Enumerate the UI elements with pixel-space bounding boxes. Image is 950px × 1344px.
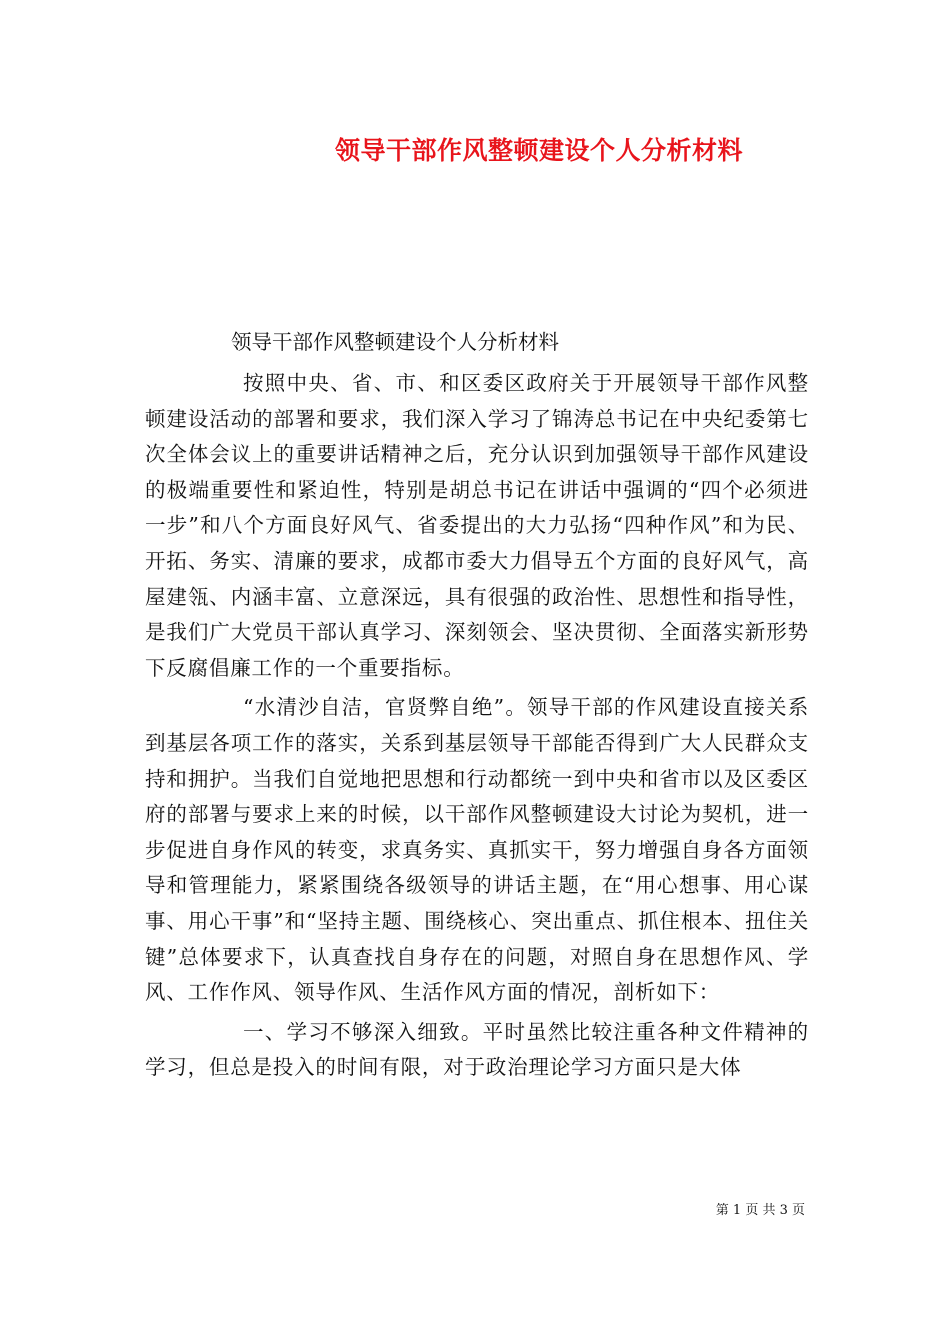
paragraph-1: 按照中央、省、市、和区委区政府关于开展领导干部作风整顿建设活动的部署和要求，我们深入学习了锦涛总书记在中央纪委第七次全体会议上的重要讲话精神之后，充分认识到加强领导干部作风建设的极端重要性和紧迫性，特别是胡总书记在讲话中强调的“四个必须进一步”和八个方面良好风气、省委提出的大力弘扬“四种作风”和为民、开拓、务实、清廉的要求，成都市委大力倡导五个方面的良好风气，高屋建瓴、内涵丰富、立意深远，具有很强的政治性、思想性和指导性，是我们广大党员干部认真学习、深刻领会、坚决贯彻、全面落实新形势下反腐倡廉工作的一个重要指标。 — [145, 371, 809, 680]
paragraph-3: 一、学习不够深入细致。平时虽然比较注重各种文件精神的学习，但总是投入的时间有限，对于政治理论学习方面只是大体 — [145, 1019, 809, 1080]
page-footer: 第 1 页 共 3 页 — [715, 1203, 805, 1218]
page-title: 领导干部作风整顿建设个人分析材料 — [334, 136, 743, 165]
document-body — [145, 324, 809, 1086]
document-subtitle: 领导干部作风整顿建设个人分析材料 — [231, 330, 559, 354]
paragraph-2: “水清沙自洁，官贤弊自绝”。领导干部的作风建设直接关系到基层各项工作的落实，关系到基层领导干部能否得到广大人民群众支持和拥护。当我们自觉地把思想和行动都统一到中央和省市以及区委区府的部署与要求上来的时候，以干部作风整顿建设大讨论为契机，进一步促进自身作风的转变，求真务实、真抓实干，努力增强自身各方面领导和管理能力，紧紧围绕各级领导的讲话主题，在“用心想事、用心谋事、用心干事”和“坚持主题、围绕核心、突出重点、抓住根本、扭住关键”总体要求下，认真查找自身存在的问题，对照自身在思想作风、学风、工作作风、领导作风、生活作风方面的情况，剖析如下： — [145, 695, 809, 1005]
